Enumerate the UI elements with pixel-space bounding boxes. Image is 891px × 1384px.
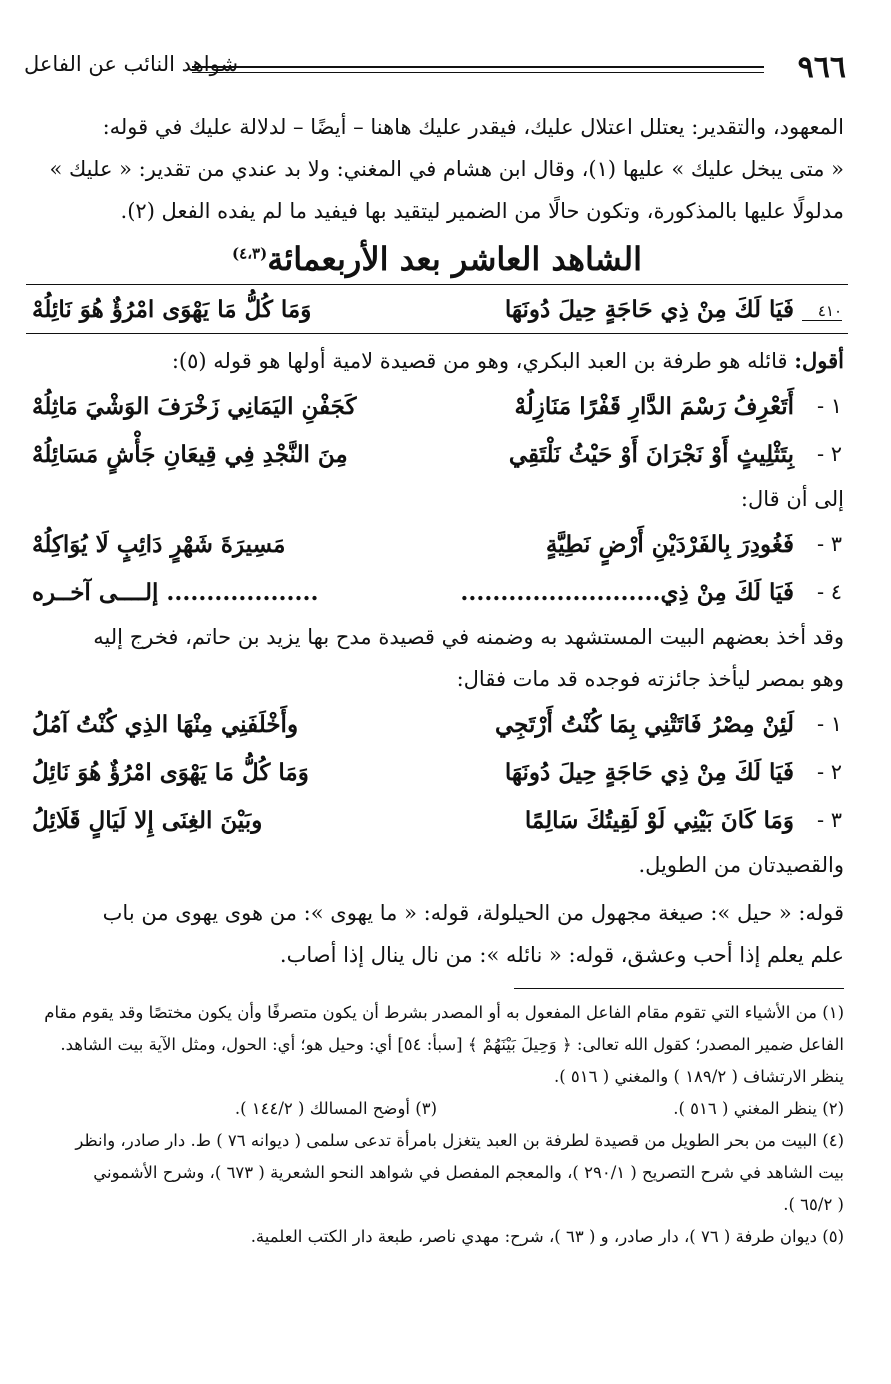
aqul-text: قائله هو طرفة بن العبد البكري، وهو من قصيدة لامية أولها هو قوله (٥): [171, 349, 795, 373]
verse-num: ٢ - [816, 442, 842, 466]
hemistich-first: بِتَثْلِيثٍ أَوْ نَجْرَانَ أَوْ حَيْثُ نَلْتَقِي [508, 440, 794, 468]
footnote-1-line-1: (١) من الأشياء التي تقوم مقام الفاعل المفعول به أو المصدر بشرط أن يكون متصرفًا وأن يكون مختصًا وقد يقوم مقام [44, 1003, 844, 1022]
poem1-verse-2 [22, 430, 852, 478]
hemistich-first: لَئِنْ مِصْرُ فَاتَتْنِي بِمَا كُنْتُ أَرْتَجِي [495, 710, 794, 738]
hemistich-first: فَيَا لَكَ مِنْ ذِي......................... [460, 578, 794, 606]
footnote-5: (٥) ديوان طرفة ( ٧٦ )، دار صادر، و ( ٦٣ )، شرح: مهدي ناصر، طبعة دار الكتب العلمية. [250, 1227, 844, 1246]
hemistich-first: وَمَا كَانَ بَيْنِي لَوْ لَقِيتُكَ سَالِمًا [524, 806, 794, 834]
footnotes-2-3 [22, 1093, 852, 1125]
ila-an-qal: إلى أن قال: [740, 487, 844, 511]
intro-line-3: مدلولًا عليها بالمذكورة، وتكون حالًا من الضمير ليتقيد بها فيفيد ما لم يفده الفعل (٢). [120, 199, 844, 223]
heading-title: الشاهد العاشر بعد الأربعمائة [267, 240, 642, 278]
hemistich-second: وَمَا كُلُّ مَا يَهْوَى امْرُؤٌ هُوَ نَائِلُ [32, 758, 309, 786]
page [22, 50, 852, 1253]
hemistich-second: مَسِيرَةَ شَهْرٍ دَائِبٍ لَا يُوَاكِلُهْ [32, 530, 286, 558]
poem3-verse-1 [22, 700, 852, 748]
footnote-4-line-1: (٤) البيت من بحر الطويل من قصيدة لطرفة بن العبد يتغزل بامرأة تدعى سلمى ( ديوانه ٧٦ ) ط. دار صادر، وانظر [75, 1131, 844, 1150]
verse-second-hemistich: وَمَا كُلُّ مَا يَهْوَى امْرُؤٌ هُوَ نَائِلُهْ [32, 295, 312, 323]
footnote-1-line-2: الفاعل ضمير المصدر؛ كقول الله تعالى: ﴿ وَحِيلَ بَيْنَهُمْ ﴾ [سبأ: ٥٤] أي: وحيل هو؛ أي: الحول، ومثل الآية بيت الشاهد. [60, 1035, 844, 1054]
gloss-line-1: قوله: « حيل »: صيغة مجهول من الحيلولة، قوله: « ما يهوى »: من هوى يهوى من باب [102, 901, 844, 925]
aqul-label: أقول: [794, 348, 844, 373]
verse-num: ١ - [816, 394, 842, 418]
poem3-verse-3 [22, 796, 852, 844]
hemistich-first: فَيَا لَكَ مِنْ ذِي حَاجَةٍ حِيلَ دُونَهَا [504, 758, 794, 786]
running-header [22, 50, 852, 106]
poem3-verse-2 [22, 748, 852, 796]
footnote-4-line-3: ( ٦٥/٢ ). [783, 1195, 844, 1214]
main-verse [22, 285, 852, 333]
hemistich-first: أَتَعْرِفُ رَسْمَ الدَّارِ قَفْرًا مَنَازِلُهْ [514, 392, 794, 420]
conclusion: والقصيدتان من الطويل. [638, 853, 844, 877]
footnote-3: (٣) أوضح المسالك ( ١٤٤/٢ ). [234, 1099, 437, 1118]
verse-num: ٢ - [816, 760, 842, 784]
section-heading [22, 240, 852, 278]
footnote-2: (٢) ينظر المغني ( ٥١٦ ). [673, 1099, 844, 1118]
poem2-verse-3 [22, 520, 852, 568]
running-title: شواهد النائب عن الفاعل [24, 52, 239, 76]
intro-line-2: « متى يبخل عليك » عليها (١)، وقال ابن هشام في المغني: ولا بد عندي من تقدير: « عليك » [49, 157, 844, 181]
hemistich-second: كَجَفْنِ اليَمَانِي زَخْرَفَ الوَشْيَ مَاثِلُهْ [32, 392, 357, 420]
header-rule [192, 66, 764, 68]
heading-ref: (٤،٣) [232, 244, 268, 263]
footnote-1-line-3: ينظر الارتشاف ( ١٨٩/٢ ) والمغني ( ٥١٦ ). [553, 1067, 844, 1086]
poem1-verse-1 [22, 382, 852, 430]
para2-line-2: وهو بمصر ليأخذ جائزته فوجده قد مات فقال: [456, 667, 844, 691]
hemistich-first: فَغُودِرَ بِالفَرْدَيْنِ أَرْضٍ نَطِيَّةٍ [545, 530, 794, 558]
verse-num: ١ - [816, 712, 842, 736]
hemistich-second: ................... إلــــى آخــره [32, 578, 319, 606]
intro-line-1: المعهود، والتقدير: يعتلل اعتلال عليك، فيقدر عليك هاهنا – أيضًا – لدلالة عليك في قوله: [102, 115, 844, 139]
footnote-separator [514, 988, 844, 989]
hemistich-second: وأَخْلَفَنِي مِنْهَا الذِي كُنْتُ آمُلُ [32, 710, 299, 738]
verse-first-hemistich: فَيَا لَكَ مِنْ ذِي حَاجَةٍ حِيلَ دُونَهَا [504, 295, 794, 323]
verse-num: ٣ - [816, 532, 842, 556]
poem2-verse-4 [22, 568, 852, 616]
verse-num: ٤ - [816, 580, 842, 604]
verse-number: ٤١٠ [802, 302, 842, 321]
hemistich-second: وبَيْنَ الغِنَى إِلا لَيَالٍ قَلَائِلُ [32, 806, 263, 834]
page-number: ٩٦٦ [797, 50, 846, 85]
verse-num: ٣ - [816, 808, 842, 832]
para2-line-1: وقد أخذ بعضهم البيت المستشهد به وضمنه في قصيدة مدح بها يزيد بن حاتم، فخرج إليه [93, 625, 844, 649]
bottom-rule [26, 333, 848, 334]
footnote-4-line-2: بيت الشاهد في شرح التصريح ( ٢٩٠/١ )، والمعجم المفصل في شواهد النحو الشعرية ( ٦٧٣ )، وشرح الأشموني [93, 1163, 844, 1182]
gloss-line-2: علم يعلم إذا أحب وعشق، قوله: « نائله »: من نال ينال إذا أصاب. [279, 943, 844, 967]
aqul-paragraph [22, 340, 852, 382]
hemistich-second: مِنَ النَّجْدِ فِي قِيعَانِ جَأْشٍ مَسَائِلُهْ [32, 440, 348, 468]
